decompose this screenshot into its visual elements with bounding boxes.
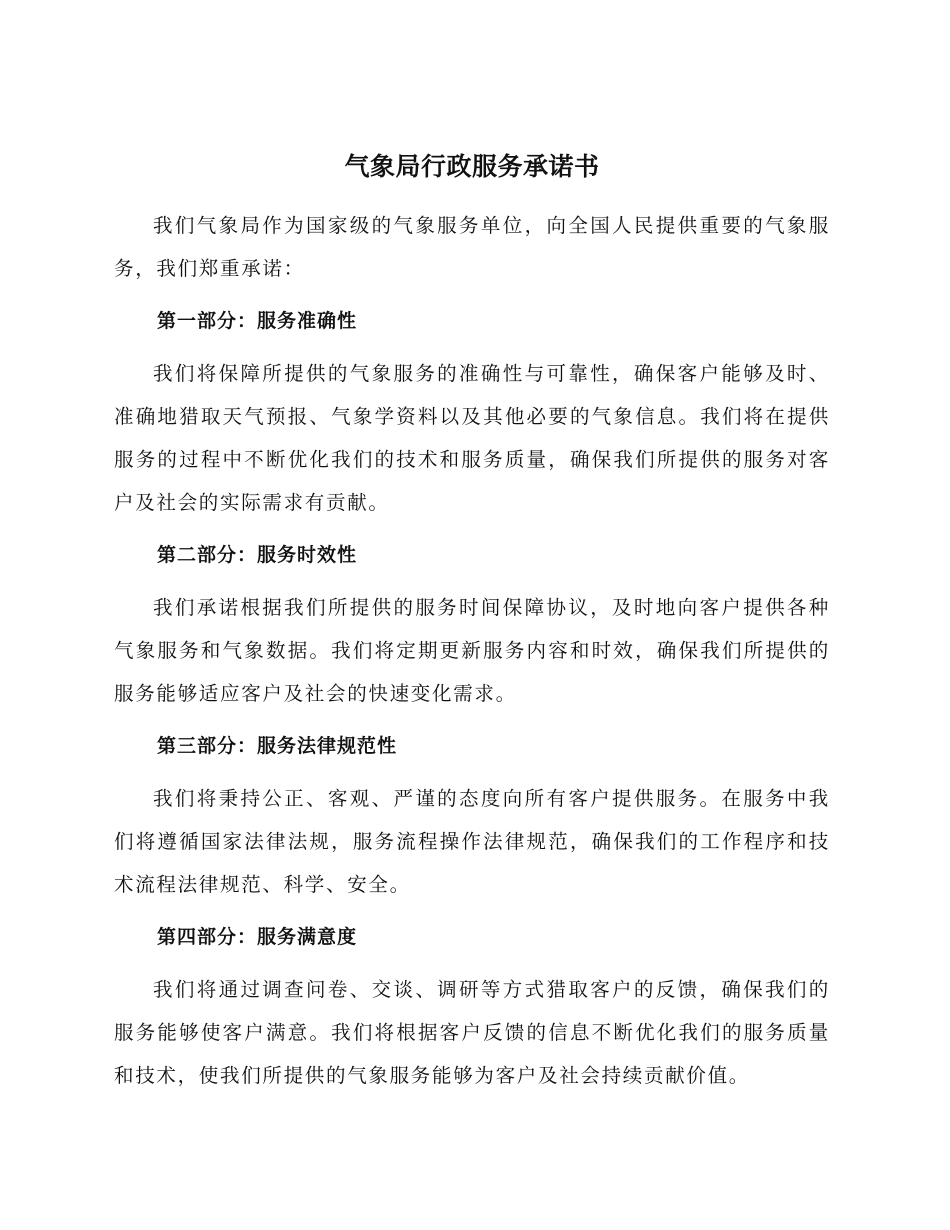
intro-paragraph: 我们气象局作为国家级的气象服务单位，向全国人民提供重要的气象服务，我们郑重承诺： [114, 214, 830, 280]
section-heading: 第四部分：服务满意度 [157, 926, 358, 948]
section-1 [114, 301, 830, 524]
section-heading: 第二部分：服务时效性 [157, 544, 358, 566]
section-body: 我们将通过调查问卷、交谈、调研等方式猎取客户的反馈，确保我们的服务能够使客户满意。我们将根据客户反馈的信息不断优化我们的服务质量和技术，使我们所提供的气象服务能够为客户及社会持续贡献价值。 [114, 978, 830, 1087]
section-heading: 第一部分：服务准确性 [157, 310, 358, 332]
section-body: 我们将秉持公正、客观、严谨的态度向所有客户提供服务。在服务中我们将遵循国家法律法规，服务流程操作法律规范，确保我们的工作程序和技术流程法律规范、科学、安全。 [114, 787, 830, 896]
section-3 [114, 726, 830, 906]
section-body: 我们承诺根据我们所提供的服务时间保障协议，及时地向客户提供各种气象服务和气象数据。我们将定期更新服务内容和时效，确保我们所提供的服务能够适应客户及社会的快速变化需求。 [114, 596, 830, 705]
section-heading: 第三部分：服务法律规范性 [157, 735, 398, 757]
section-4 [114, 917, 830, 1097]
section-body: 我们将保障所提供的气象服务的准确性与可靠性，确保客户能够及时、准确地猎取天气预报、气象学资料以及其他必要的气象信息。我们将在提供服务的过程中不断优化我们的技术和服务质量，确保我们所提供的服务对客户及社会的实际需求有贡献。 [114, 362, 830, 514]
document-title: 气象局行政服务承诺书 [344, 152, 600, 181]
section-2 [114, 535, 830, 715]
document-content [114, 142, 830, 1097]
